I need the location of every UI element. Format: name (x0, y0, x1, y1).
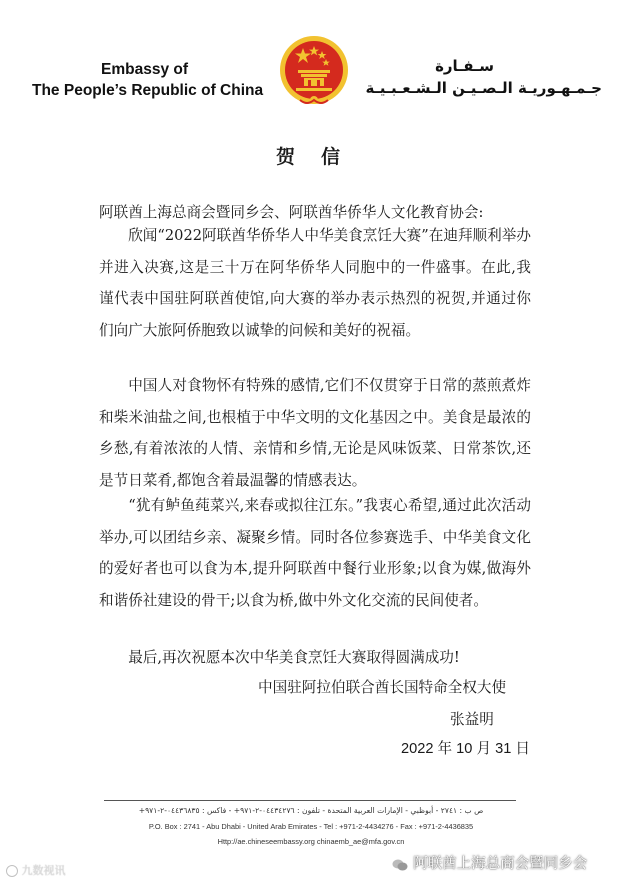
letter-paragraph-1: 欣闻“2022阿联酋华侨华人中华美食烹饪大赛”在迪拜顺利举办并进入决赛,这是三十万在阿华侨华人同胞中的一件盛事。在此,我谨代表中国驻阿联酋使馆,向大赛的举办表示热烈的祝贺,并通过你们向广大旅阿侨胞致以诚挚的问候和美好的祝福。 (99, 227, 531, 339)
footer-divider (104, 800, 516, 801)
watermark-right (392, 852, 587, 873)
watermark-right-text: 阿联酋上海总商会暨同乡会 (413, 856, 588, 872)
letter-title: 贺信 (276, 146, 367, 168)
embassy-name-ar-line1: سـفـارة (435, 57, 494, 75)
footer-web-email: Http://ae.chineseembassy.org chinaemb_ae@mfa.gov.cn (217, 837, 405, 846)
embassy-name-en-line1: Embassy of (101, 61, 189, 78)
watermark-left-text: 九数视讯 (21, 864, 66, 877)
letter-salutation: 阿联酋上海总商会暨同乡会、阿联酋华侨华人文化教育协会: (99, 204, 484, 221)
letter-paragraph-2: 中国人对食物怀有特殊的感情,它们不仅贯穿于日常的蒸煎煮炸和柴米油盐之间,也根植于中华文明的文化基因之中。美食是最浓的乡愁,有着浓浓的人情、亲情和乡情,无论是风味饭菜、日常茶饮,还是节日菜肴,都饱含着最温馨的情感表达。 (99, 377, 531, 489)
footer-address-en: P.O. Box : 2741 - Abu Dhabi - United Arab Emirates - Tel : +971-2-4434276 - Fax : +971-2-4436835 (148, 822, 474, 831)
embassy-name-en-line2: The People’s Republic of China (32, 82, 264, 99)
embassy-name-ar-line2: جـمـهـوريـة الـصـيـن الـشـعـبـيـة (365, 79, 602, 97)
wechat-icon (392, 857, 408, 871)
footer-address-ar: ص ب : ٢٧٤١ - أبوظبي - الإمارات العربية المتحدة - تلفون : ٠٤٤٣٤٢٧٦-٢-٩٧١+ - فاكس : ٠٤٤٣٦٨٣٥-٢-٩٧١+ (138, 806, 484, 815)
play-circle-icon (6, 865, 18, 877)
signature-name: 张益明 (450, 711, 494, 728)
signature-organization: 中国驻阿拉伯联合酋长国特命全权大使 (258, 679, 507, 696)
national-emblem-icon (278, 34, 350, 110)
letter-paragraph-4: 最后,再次祝愿本次中华美食烹饪大赛取得圆满成功! (128, 649, 460, 666)
letter-date: 2022 年 10 月 31 日 (401, 741, 530, 757)
letter-paragraph-3: “犹有鲈鱼莼菜兴,来春或拟往江东。”我衷心希望,通过此次活动举办,可以团结乡亲、凝聚乡情。同时各位参赛选手、中华美食文化的爱好者也可以食为本,提升阿联酋中餐行业形象;以食为媒,做海外和谐侨社建设的骨干;以食为桥,做中外文化交流的民间使者。 (99, 497, 531, 609)
watermark-left (6, 862, 66, 878)
